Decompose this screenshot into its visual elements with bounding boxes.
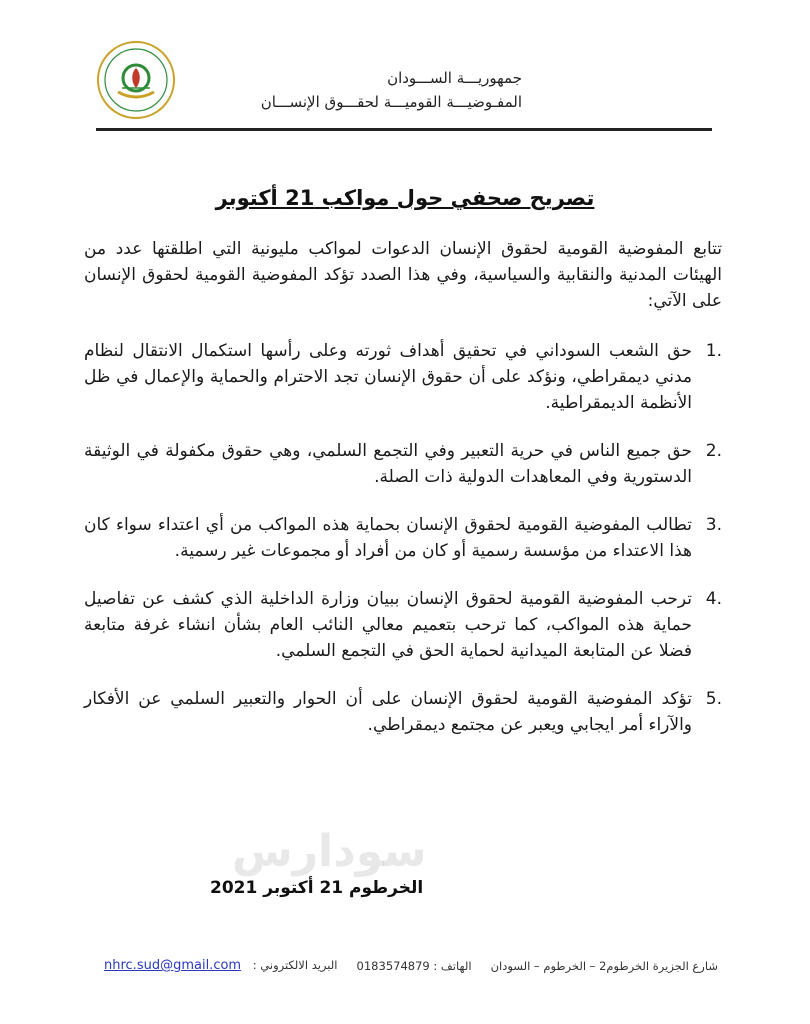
nhrc-logo	[96, 40, 176, 120]
item-number: 3.	[705, 515, 722, 535]
item-text: حق الشعب السوداني في تحقيق أهداف ثورته وعلى رأسها استكمال الانتقال لنظام مدني ديمقراطي، ونؤكد على أن حقوق الإنسان تجد الاحترام والحماية والإعمال في ظل الأنظمة الديمقراطية.	[84, 341, 692, 413]
footer	[104, 958, 718, 973]
list-item	[84, 586, 722, 664]
footer-email	[104, 958, 337, 973]
item-text: تؤكد المفوضية القومية لحقوق الإنسان على أن الحوار والتعبير السلمي عن الأفكار والآراء أمر ايجابي ويعبر عن مجتمع ديمقراطي.	[84, 689, 692, 735]
signature-date: الخرطوم 21 أكتوبر 2021	[210, 878, 424, 898]
document-title: تصريح صحفي حول مواكب 21 أكتوبر	[215, 186, 595, 210]
footer-address: شارع الجزيرة الخرطوم2 – الخرطوم – السودان	[490, 958, 718, 973]
email-link[interactable]: nhrc.sud@gmail.com	[104, 958, 242, 973]
list-item	[84, 686, 722, 738]
intro-paragraph: تتابع المفوضية القومية لحقوق الإنسان الدعوات لمواكب مليونية التي اطلقتها عدد من الهيئات المدنية والنقابية والسياسية، وفي هذا الصدد تؤكد المفوضية القومية لحقوق الإنسان على الآتي:	[84, 239, 722, 311]
list-item	[84, 338, 722, 416]
letterhead	[261, 66, 522, 114]
header-divider	[96, 128, 712, 131]
document-body	[84, 236, 722, 760]
email-label: البريد الالكتروني :	[252, 958, 338, 972]
list-item	[84, 512, 722, 564]
item-text: حق جميع الناس في حرية التعبير وفي التجمع السلمي، وهي حقوق مكفولة في الوثيقة الدستورية وفي المعاهدات الدولية ذات الصلة.	[84, 441, 692, 487]
phone-number: 0183574879	[356, 958, 430, 973]
item-number: 5.	[705, 689, 722, 709]
organization-name: المفـوضيـــة القوميـــة لحقـــوق الإنســـان	[260, 93, 522, 111]
phone-label: الهاتف :	[433, 958, 472, 973]
watermark: سودارس	[232, 826, 427, 877]
item-number: 1.	[705, 341, 722, 361]
list-item	[84, 438, 722, 490]
item-text: ترحب المفوضية القومية لحقوق الإنسان ببيان وزارة الداخلية الذي كشف عن تفاصيل حماية هذه المواكب، كما ترحب بتعميم معالي النائب العام بشأن انشاء غرفة متابعة فضلا عن المتابعة الميدانية لحماية الحق في التجمع السلمي.	[84, 589, 692, 661]
item-text: تطالب المفوضية القومية لحقوق الإنسان بحماية هذه المواكب من أي اعتداء سواء كان هذا الاعتداء من مؤسسة رسمية أو كان من أفراد أو مجموعات غير رسمية.	[84, 515, 692, 561]
item-number: 4.	[705, 589, 722, 609]
item-number: 2.	[705, 441, 722, 461]
points-list	[84, 338, 722, 738]
footer-phone	[357, 959, 472, 973]
country-name: جمهوريـــة الســـودان	[387, 69, 522, 87]
